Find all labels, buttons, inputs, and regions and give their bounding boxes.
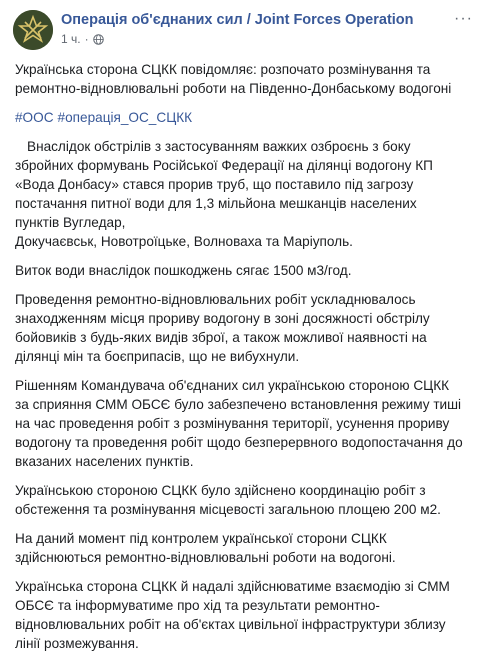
post-paragraph: Докучаєвськ, Новотроїцьке, Волноваха та Маріуполь.: [15, 234, 353, 249]
hashtag-link[interactable]: #ООС: [15, 110, 54, 125]
hashtag-row: [15, 108, 464, 127]
post-paragraph: Рішенням Командувача об'єднаних сил українською стороною СЦКК за сприяння СММ ОБСЄ було забезпечено встановлення режиму тиші на час проведення робіт з розмінування території, усунення прориву водогону та проведення робіт щодо безперервного водопостачання до вказаних населених пунктів.: [15, 378, 463, 469]
post-paragraph: Виток води внаслідок пошкоджень сягає 1500 м3/год.: [15, 263, 352, 278]
post-paragraph: Українська сторона СЦКК й надалі здійснюватиме взаємодію зі СММ ОБСЄ та інформуватиме про хід та результати ремонтно-відновлювальних робіт на об'єктах цивільної інфраструктури зблизу лінії розмежування.: [15, 579, 450, 651]
hashtag-link[interactable]: #операція_ОС_СЦКК: [57, 110, 193, 125]
page-name-link[interactable]: Операція об'єднаних сил / Joint Forces Operation: [61, 12, 414, 28]
post-paragraph: На даний момент під контролем української сторони СЦКК здійснюються ремонтно-відновлювальні роботи на водогоні.: [15, 531, 396, 565]
page-avatar[interactable]: [13, 10, 53, 50]
post-paragraph: Проведення ремонтно-відновлювальних робіт ускладнювалось знаходженням місця прориву водогону в зоні досяжності обстрілу бойовиків з будь-яких видів зброї, а також можливої наявності на ділянці мін та боєприпасів, що не вибухнули.: [15, 292, 430, 364]
separator-dot: ·: [84, 32, 89, 46]
post-paragraph: Українська сторона СЦКК повідомляє: розпочато розмінування та ремонтно-відновлювальні роботи на Південно-Донбаському водогоні: [15, 62, 452, 96]
globe-icon[interactable]: [93, 34, 104, 45]
post-paragraph: Українською стороною СЦКК було здійснено координацію робіт з обстеження та розмінування місцевості загальною площею 200 м2.: [15, 483, 441, 517]
more-icon[interactable]: ···: [454, 10, 473, 27]
post-timestamp[interactable]: 1 ч.: [61, 32, 81, 46]
joint-forces-emblem: [13, 10, 53, 50]
post-meta: [61, 12, 414, 46]
post-subline: [61, 32, 414, 46]
post-header: [13, 10, 470, 60]
post-paragraph-group: [15, 137, 464, 251]
post-body: [13, 60, 470, 653]
post-paragraph: Внаслідок обстрілів з застосуванням важких озброєнь з боку збройних формувань Російської Федерації на ділянці водогону КП «Вода Донбасу» стався прорив труб, що поставило під загрозу постачання питної води для 1,3 мільйона мешканців населених пунктів Вугледар,: [15, 139, 433, 230]
